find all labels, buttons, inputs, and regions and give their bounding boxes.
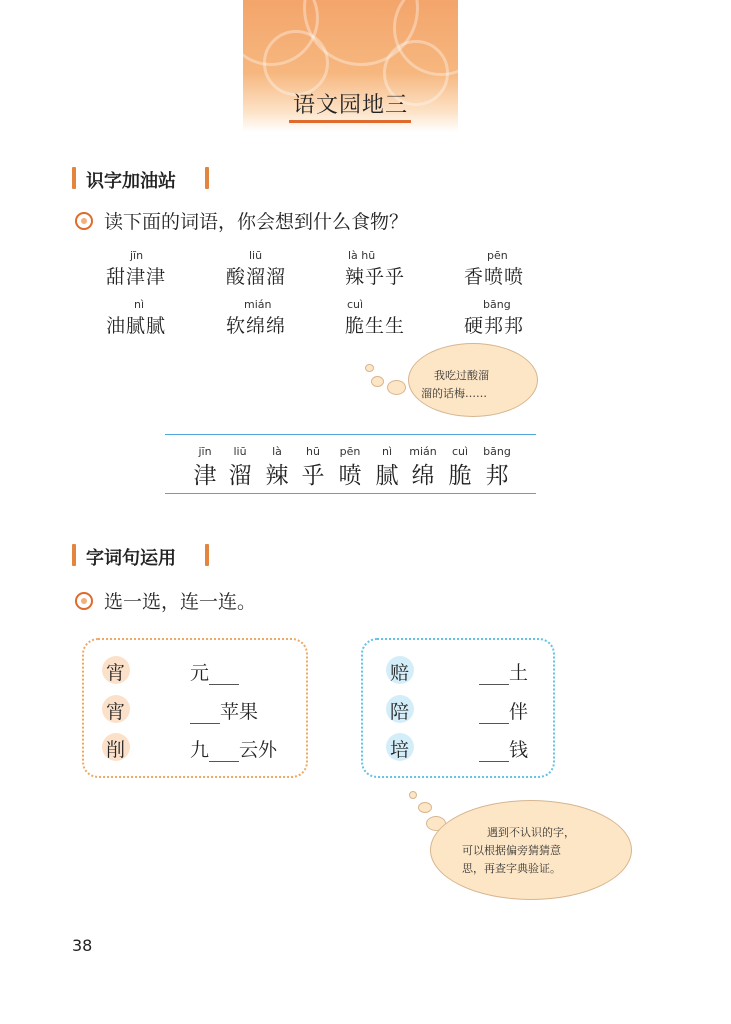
pinyin: bāng	[483, 298, 511, 311]
word: 软绵绵	[226, 315, 287, 337]
bubble-text-line: 可以根据偏旁猜猜意	[462, 844, 561, 857]
new-character: 溜	[228, 463, 252, 489]
pinyin: liū	[249, 249, 263, 262]
bubble-text-line: 溜的话梅……	[421, 387, 487, 400]
new-character: 脆	[448, 463, 472, 489]
pinyin: là hū	[348, 249, 376, 262]
char-pinyin: mián	[409, 445, 437, 458]
match-item[interactable]	[479, 735, 528, 762]
thought-dot	[418, 802, 432, 813]
thought-dot	[371, 376, 384, 387]
new-character: 辣	[265, 463, 289, 489]
word: 硬邦邦	[464, 315, 525, 337]
match-item[interactable]	[190, 658, 239, 685]
match-item[interactable]	[479, 658, 528, 685]
thought-dot	[409, 791, 417, 799]
match-item[interactable]	[190, 697, 258, 724]
seal-icon	[75, 212, 93, 230]
match-char[interactable]: 削	[106, 739, 126, 761]
item-text: 土	[509, 662, 529, 684]
item-text: 云外	[239, 739, 278, 761]
item-text: 元	[190, 662, 210, 684]
item-text: 苹果	[220, 701, 259, 723]
page-number: 38	[72, 936, 93, 955]
char-pinyin: cuì	[451, 445, 469, 458]
reading-prompt: 读下面的词语，你会想到什么食物？	[104, 211, 409, 233]
word: 辣乎乎	[345, 266, 406, 288]
matching-prompt: 选一选，连一连。	[104, 591, 257, 613]
blank-line	[209, 666, 239, 685]
match-char[interactable]: 宵	[106, 701, 126, 723]
pinyin: cuì	[347, 298, 364, 311]
word: 脆生生	[345, 315, 406, 337]
blank-line	[479, 743, 509, 762]
seal-icon	[75, 592, 93, 610]
word: 香喷喷	[464, 266, 525, 288]
match-item[interactable]	[479, 697, 528, 724]
thought-dot	[365, 364, 374, 372]
new-character: 喷	[338, 463, 362, 489]
new-character: 津	[193, 463, 217, 489]
thought-dot	[387, 380, 406, 395]
pinyin: nì	[134, 298, 145, 311]
section-bar-right	[205, 544, 209, 566]
bubble-text-line: 遇到不认识的字，	[487, 826, 575, 839]
section-title-literacy: 识字加油站	[86, 171, 176, 192]
strip-bottom-line	[165, 493, 536, 494]
char-pinyin: là	[272, 445, 282, 458]
item-text: 伴	[509, 701, 529, 723]
char-pinyin: jīn	[198, 445, 212, 458]
char-pinyin: nì	[381, 445, 393, 458]
match-char[interactable]: 培	[390, 739, 410, 761]
new-character: 腻	[375, 463, 399, 489]
title-underline	[289, 120, 411, 123]
section-title-usage: 字词句运用	[86, 548, 176, 569]
section-bar-right	[205, 167, 209, 189]
item-text: 钱	[509, 739, 529, 761]
strip-top-line	[165, 434, 536, 435]
pinyin: pēn	[487, 249, 508, 262]
bubble-text-line: 思，再查字典验证。	[462, 862, 561, 875]
blank-line	[479, 666, 509, 685]
match-item[interactable]	[190, 735, 277, 762]
blank-line	[209, 743, 239, 762]
section-bar-left	[72, 544, 76, 566]
char-pinyin: pēn	[339, 445, 361, 458]
word: 甜津津	[106, 266, 167, 288]
new-character: 邦	[485, 463, 509, 489]
match-char[interactable]: 赔	[390, 662, 410, 684]
match-char[interactable]: 陪	[390, 701, 410, 723]
page-title: 语文园地三	[292, 93, 408, 118]
new-character: 绵	[411, 463, 435, 489]
pinyin: jīn	[130, 249, 144, 262]
section-bar-left	[72, 167, 76, 189]
pinyin: mián	[244, 298, 272, 311]
bubble-text-line: 我吃过酸溜	[434, 369, 489, 382]
char-pinyin: hū	[306, 445, 320, 458]
char-pinyin: bāng	[483, 445, 511, 458]
word: 酸溜溜	[226, 266, 287, 288]
char-pinyin: liū	[233, 445, 247, 458]
new-character: 乎	[301, 463, 325, 489]
match-char[interactable]: 宵	[106, 662, 126, 684]
blank-line	[479, 705, 509, 724]
blank-line	[190, 705, 220, 724]
word: 油腻腻	[106, 315, 167, 337]
item-text: 九	[190, 739, 210, 761]
